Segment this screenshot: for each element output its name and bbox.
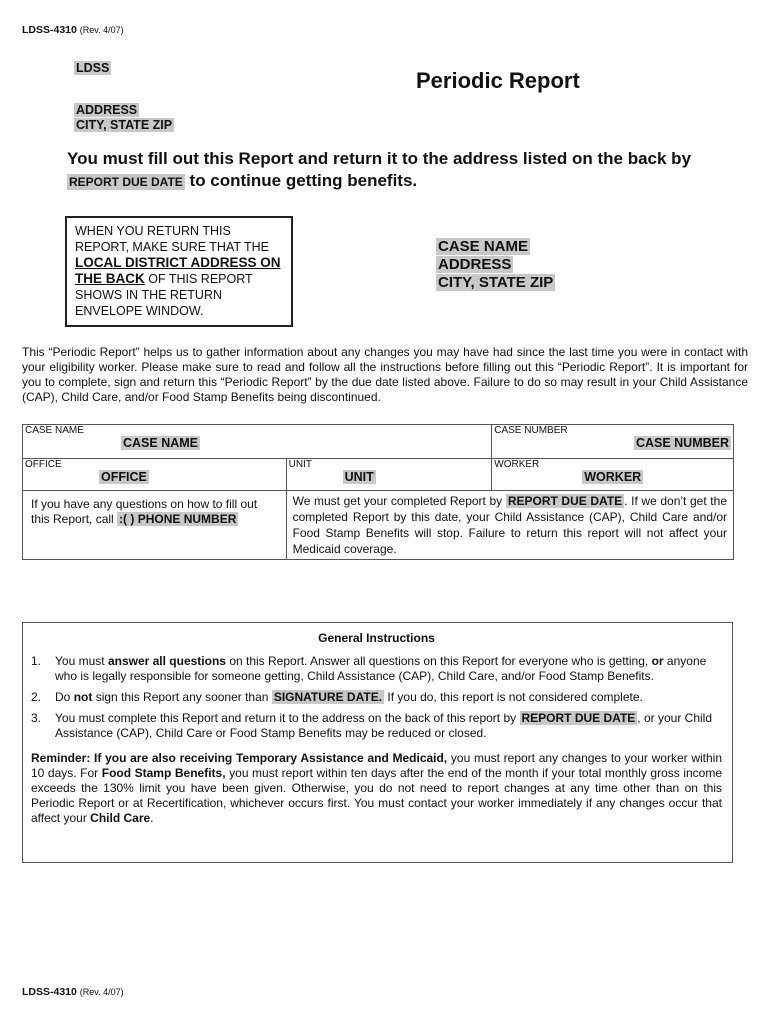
case-name-cell [23, 425, 492, 459]
case-number-value: CASE NUMBER [635, 436, 729, 450]
return-instruction-box [65, 216, 293, 327]
intro-paragraph: This “Periodic Report” helps us to gather information about any changes you may have had since the last time you were in contact with your eligibility worker. Please make sure to read and follow all the instructions before filling out this “Periodic Report”. It is important for you to complete, sign and return this “Periodic Report” by the due date listed above. Failure to do so may result in your Child Assistance (CAP), Child Care, and/or Food Stamp Benefits being discontinued. [22, 345, 748, 404]
questions-text: If you have any questions on how to fill out this Report, call [31, 497, 258, 526]
instruction-3-a: You must complete this Report and return it to the address on the back of this report by [55, 711, 517, 725]
instruction-item-2 [31, 690, 722, 705]
headline-line1: You must fill out this Report and return it to the address listed on the back by [67, 149, 692, 168]
headline-line2: to continue getting benefits. [189, 171, 418, 190]
instruction-3-due-date: REPORT DUE DATE [521, 711, 636, 725]
case-name-label: CASE NAME [25, 425, 84, 436]
page-title: Periodic Report [416, 68, 580, 93]
form-code: LDSS-4310 [22, 24, 77, 36]
office-label: OFFICE [25, 459, 62, 470]
reminder-a: Reminder: If you are also receiving Temporary Assistance and Medicaid, [31, 751, 448, 765]
worker-value: WORKER [584, 470, 642, 484]
sender-address: ADDRESS [76, 103, 138, 117]
instruction-2-e: If you do, this report is not considered complete. [387, 690, 643, 704]
instruction-3-c: , or your Child Assistance (CAP), Child Care or Food Stamp Benefits may be reduced or closed. [55, 711, 712, 740]
instruction-1-a: You must [55, 654, 105, 668]
sender-city-state-zip: CITY, STATE ZIP [76, 118, 173, 132]
reminder-paragraph [31, 751, 722, 826]
deadline-pre: We must get your completed Report by [292, 494, 503, 508]
case-name-value: CASE NAME [123, 436, 199, 450]
headline [67, 148, 757, 193]
instruction-item-1 [31, 654, 722, 684]
return-text-emph: LOCAL DISTRICT ADDRESS ON THE BACK [75, 255, 281, 286]
general-instructions-box [22, 622, 733, 863]
form-code-footer [22, 986, 124, 998]
form-revision: (Rev. 4/07) [79, 25, 124, 35]
office-value: OFFICE [101, 470, 147, 484]
worker-label: WORKER [494, 459, 540, 470]
headline-due-date: REPORT DUE DATE [69, 175, 183, 189]
instruction-1-b: answer all questions [107, 654, 226, 668]
reminder-d: you must report within ten days after the end of the month if your total monthly gross income exceeds the 130% limit you have been given. Otherwise, you do not need to report changes at any time other than on this Periodic Report or at Recertification, whichever occurs first. You must contact your worker immediately if any changes occur that affect your [31, 766, 723, 825]
reminder-e: Child Care [90, 811, 151, 825]
phone-number: :( ) PHONE NUMBER [119, 512, 237, 526]
deadline-post: . If we don’t get the completed Report by this date, your Child Assistance (CAP), Child Care and/or Food Stamp Benefits will stop. Failure to return this report will not affect your Medicaid coverage. [292, 494, 727, 556]
general-instructions-title: General Instructions [318, 631, 435, 645]
footer-revision: (Rev. 4/07) [79, 987, 124, 997]
return-text-1: WHEN YOU RETURN THIS REPORT, MAKE SURE THAT THE [75, 224, 270, 254]
case-info-table [22, 424, 734, 560]
recipient-case-name: CASE NAME [438, 238, 529, 255]
worker-cell [492, 459, 734, 491]
instruction-2-c: sign this Report any sooner than [95, 690, 269, 704]
instruction-3-number: 3. [31, 711, 42, 725]
case-number-cell [492, 425, 734, 459]
instruction-2-b: not [73, 690, 93, 704]
instruction-1-e: anyone who is legally responsible for someone getting, Child Assistance (CAP), Child Care, and/or Food Stamp Benefits. [55, 654, 707, 683]
questions-cell [23, 491, 287, 560]
instruction-2-a: Do [55, 690, 71, 704]
reminder-b: you must report any changes to your worker within 10 days. For [31, 751, 723, 780]
office-cell [23, 459, 287, 491]
signature-date: SIGNATURE DATE. [273, 690, 383, 704]
deadline-cell [286, 491, 733, 560]
instruction-item-3 [31, 711, 722, 741]
reminder-f: . [150, 811, 154, 825]
deadline-date: REPORT DUE DATE [507, 494, 623, 508]
unit-label: UNIT [288, 459, 312, 470]
instruction-1-d: or [651, 654, 664, 668]
unit-cell [286, 459, 492, 491]
footer-form-code: LDSS-4310 [22, 986, 77, 998]
sender-agency: LDSS [76, 61, 110, 75]
instruction-1-c: on this Report. Answer all questions on this Report for everyone who is getting, [229, 654, 649, 668]
reminder-c: Food Stamp Benefits, [101, 766, 226, 780]
instruction-2-number: 2. [31, 690, 42, 704]
instructions-list [31, 654, 722, 741]
form-code-header [22, 24, 124, 36]
unit-value: UNIT [344, 470, 374, 484]
case-number-label: CASE NUMBER [494, 425, 568, 436]
return-text-2: OF THIS REPORT SHOWS IN THE RETURN ENVELOPE WINDOW. [75, 272, 253, 318]
recipient-block [436, 238, 555, 292]
recipient-city-state-zip: CITY, STATE ZIP [438, 274, 554, 291]
sender-block [74, 61, 174, 133]
instruction-1-number: 1. [31, 654, 42, 668]
recipient-address: ADDRESS [438, 256, 512, 273]
